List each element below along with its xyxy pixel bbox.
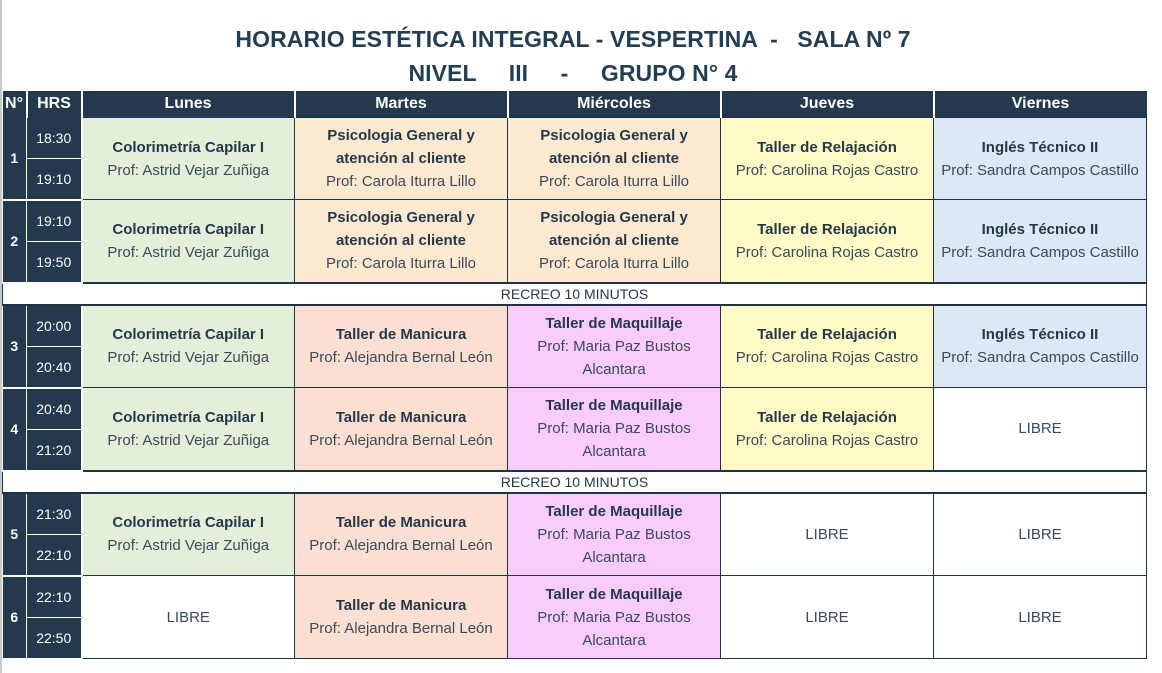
subject-name: Colorimetría Capilar I (112, 408, 265, 426)
class-cell (295, 493, 508, 576)
end-time: 21:20 (27, 429, 82, 471)
class-cell (82, 118, 295, 200)
break-row (3, 471, 1147, 493)
subject-name: Inglés Técnico II (981, 138, 1099, 156)
subject-name: Psicologia General y atención al cliente (327, 127, 475, 167)
class-cell (82, 388, 295, 471)
header-num: N° (3, 91, 27, 118)
class-cell (82, 200, 295, 283)
professor-name: Prof: Carola Iturra Lillo (325, 255, 477, 273)
class-cell (721, 200, 934, 283)
end-time: 19:50 (27, 241, 82, 283)
class-cell (721, 576, 934, 659)
break-row (3, 283, 1147, 305)
subject-name: Taller de Relajación (757, 138, 897, 156)
schedule-row (3, 118, 1147, 159)
subject-name: Taller de Maquillaje (545, 502, 683, 520)
free-label: LIBRE (1018, 608, 1062, 626)
professor-name: Prof: Carola Iturra Lillo (325, 173, 477, 190)
class-cell (82, 576, 295, 659)
class-cell (295, 118, 508, 200)
break-label: RECREO 10 MINUTOS (3, 283, 1147, 305)
professor-name: Prof: Maria Paz Bustos Alcantara (537, 608, 691, 649)
professor-name: Prof: Carolina Rojas Castro (735, 431, 919, 449)
class-cell (508, 118, 721, 200)
class-cell (721, 388, 934, 471)
header-day-martes: Martes (295, 91, 508, 118)
subject-name: Psicologia General y atención al cliente (327, 209, 475, 250)
subject-name: Psicologia General y atención al cliente (540, 209, 688, 250)
class-cell (82, 493, 295, 576)
professor-name: Prof: Maria Paz Bustos Alcantara (537, 337, 691, 378)
subject-name: Taller de Manicura (335, 597, 467, 614)
start-time: 18:30 (27, 118, 82, 159)
start-time: 21:30 (27, 493, 82, 535)
professor-name: Prof: Maria Paz Bustos Alcantara (537, 525, 691, 566)
subject-name: Colorimetría Capilar I (112, 138, 265, 156)
block-number: 2 (3, 200, 27, 283)
subject-name: Psicologia General y atención al cliente (540, 127, 688, 167)
schedule-title: HORARIO ESTÉTICA INTEGRAL - VESPERTINA - SALA Nº 7 (235, 26, 911, 52)
class-cell (934, 576, 1147, 659)
break-label: RECREO 10 MINUTOS (3, 471, 1147, 493)
free-label: LIBRE (1018, 420, 1062, 438)
subject-name: Taller de Maquillaje (545, 585, 683, 603)
schedule-row (3, 200, 1147, 242)
schedule-table (2, 91, 1147, 660)
professor-name: Prof: Alejandra Bernal León (309, 349, 493, 367)
class-cell (934, 305, 1147, 388)
professor-name: Prof: Alejandra Bernal León (309, 620, 493, 637)
free-label: LIBRE (166, 608, 210, 626)
header-row (3, 91, 1147, 118)
professor-name: Prof: Carolina Rojas Castro (735, 349, 919, 367)
class-cell (508, 388, 721, 471)
professor-name: Prof: Astrid Vejar Zuñiga (107, 243, 270, 261)
class-cell (295, 388, 508, 471)
header-hrs: HRS (27, 91, 82, 118)
class-cell (934, 493, 1147, 576)
professor-name: Prof: Carolina Rojas Castro (735, 243, 919, 261)
class-cell (934, 118, 1147, 200)
block-number: 3 (3, 305, 27, 388)
class-cell (508, 200, 721, 283)
class-cell (295, 576, 508, 659)
subject-name: Taller de Manicura (335, 514, 467, 532)
professor-name: Prof: Astrid Vejar Zuñiga (107, 349, 270, 367)
schedule-row (3, 388, 1147, 430)
professor-name: Prof: Alejandra Bernal León (309, 537, 493, 555)
professor-name: Prof: Astrid Vejar Zuñiga (107, 537, 270, 555)
class-cell (934, 388, 1147, 471)
start-time: 22:10 (27, 576, 82, 618)
subject-name: Colorimetría Capilar I (112, 514, 265, 532)
schedule-row (3, 576, 1147, 618)
professor-name: Prof: Carolina Rojas Castro (735, 161, 919, 179)
class-cell (508, 493, 721, 576)
header-day-lunes: Lunes (82, 91, 295, 118)
end-time: 22:50 (27, 617, 82, 659)
class-cell (934, 200, 1147, 283)
class-cell (295, 200, 508, 283)
class-cell (82, 305, 295, 388)
schedule-subtitle: NIVEL III - GRUPO N° 4 (408, 60, 738, 86)
free-label: LIBRE (1018, 525, 1062, 543)
class-cell (295, 305, 508, 388)
free-label: LIBRE (805, 525, 849, 543)
subject-name: Taller de Manicura (335, 326, 467, 344)
start-time: 19:10 (27, 200, 82, 242)
professor-name: Prof: Alejandra Bernal León (309, 431, 493, 449)
start-time: 20:40 (27, 388, 82, 430)
professor-name: Prof: Carola Iturra Lillo (538, 173, 690, 190)
class-cell (508, 305, 721, 388)
subject-name: Taller de Relajación (757, 220, 897, 238)
block-number: 6 (3, 576, 27, 659)
schedule-row (3, 305, 1147, 347)
header-day-jueves: Jueves (721, 91, 934, 118)
subject-name: Colorimetría Capilar I (112, 220, 265, 238)
professor-name: Prof: Sandra Campos Castillo (941, 161, 1139, 179)
professor-name: Prof: Maria Paz Bustos Alcantara (537, 420, 691, 461)
class-cell (508, 576, 721, 659)
header-day-viernes: Viernes (934, 91, 1147, 118)
block-number: 5 (3, 493, 27, 576)
free-label: LIBRE (805, 608, 849, 626)
end-time: 20:40 (27, 346, 82, 388)
subject-name: Taller de Relajación (757, 326, 897, 344)
subject-name: Taller de Maquillaje (545, 314, 683, 332)
professor-name: Prof: Carola Iturra Lillo (538, 255, 690, 273)
end-time: 19:10 (27, 158, 82, 200)
subject-name: Taller de Relajación (757, 408, 897, 426)
professor-name: Prof: Astrid Vejar Zuñiga (107, 161, 270, 179)
subject-name: Taller de Manicura (335, 408, 467, 426)
class-cell (721, 493, 934, 576)
end-time: 22:10 (27, 534, 82, 576)
subject-name: Taller de Maquillaje (545, 397, 683, 415)
schedule-row (3, 493, 1147, 535)
start-time: 20:00 (27, 305, 82, 347)
professor-name: Prof: Sandra Campos Castillo (941, 243, 1139, 261)
block-number: 1 (3, 118, 27, 200)
subject-name: Colorimetría Capilar I (112, 326, 265, 344)
class-cell (721, 305, 934, 388)
block-number: 4 (3, 388, 27, 471)
subject-name: Inglés Técnico II (981, 326, 1099, 344)
class-cell (721, 118, 934, 200)
professor-name: Prof: Sandra Campos Castillo (941, 349, 1139, 367)
professor-name: Prof: Astrid Vejar Zuñiga (107, 431, 270, 449)
subject-name: Inglés Técnico II (981, 220, 1099, 238)
header-day-miercoles: Miércoles (508, 91, 721, 118)
